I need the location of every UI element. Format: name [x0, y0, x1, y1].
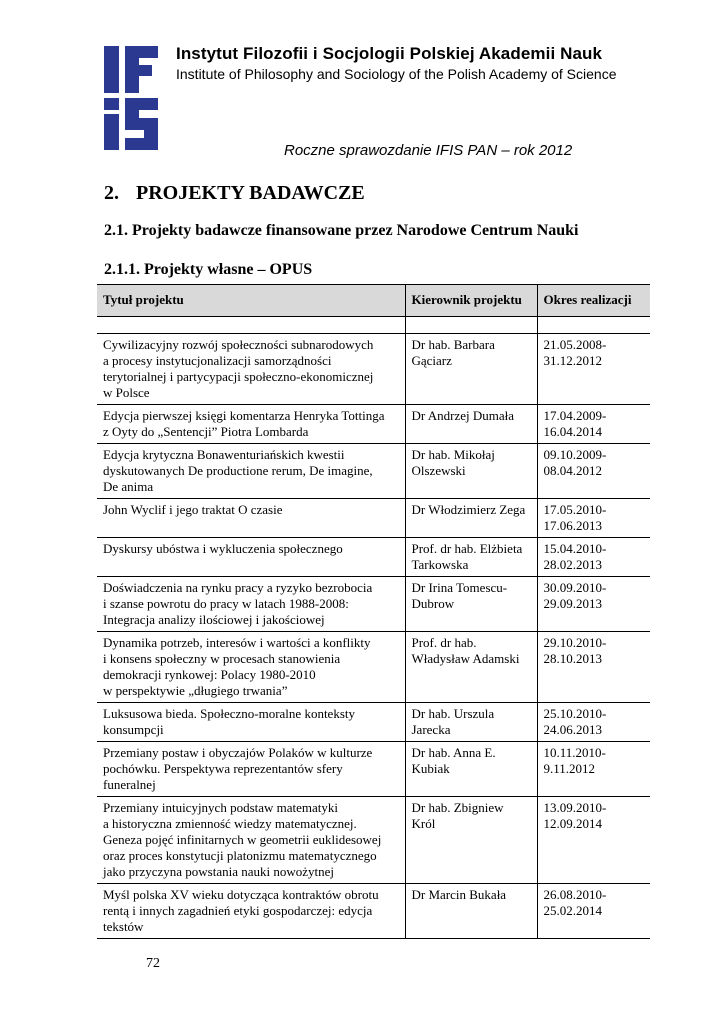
project-leader: Dr hab. Barbara Gąciarz: [405, 334, 537, 405]
table-row: [97, 797, 650, 884]
table-row: [97, 742, 650, 797]
project-leader: Prof. dr hab. Elżbieta Tarkowska: [405, 538, 537, 577]
institute-name-english: Institute of Philosophy and Sociology of the Polish Academy of Science: [176, 66, 617, 82]
project-leader: Dr hab. Zbigniew Król: [405, 797, 537, 884]
project-leader: Dr Włodzimierz Zega: [405, 499, 537, 538]
project-period: 30.09.2010- 29.09.2013: [537, 577, 650, 632]
project-period: 17.05.2010- 17.06.2013: [537, 499, 650, 538]
column-header-period: Okres realizacji: [537, 285, 650, 317]
table-spacer-row: [97, 317, 650, 334]
column-header-leader: Kierownik projektu: [405, 285, 537, 317]
table-row: [97, 444, 650, 499]
project-title: Cywilizacyjny rozwój społeczności subnarodowych a procesy instytucjonalizacji samorządności terytorialnej i partycypacji społeczno-ekonomicznej w Polsce: [97, 334, 405, 405]
page-number: 72: [146, 956, 160, 971]
ifis-logo-icon: [103, 44, 159, 152]
subsection-heading: 2.1. Projekty badawcze finansowane przez Narodowe Centrum Nauki: [104, 222, 579, 239]
project-title: Edycja pierwszej księgi komentarza Henryka Tottinga z Oyty do „Sentencji” Piotra Lombarda: [97, 405, 405, 444]
project-leader: Dr Irina Tomescu- Dubrow: [405, 577, 537, 632]
project-leader: Dr Andrzej Dumała: [405, 405, 537, 444]
project-title: Dyskursy ubóstwa i wykluczenia społecznego: [97, 538, 405, 577]
project-leader: Prof. dr hab. Władysław Adamski: [405, 632, 537, 703]
project-title: Przemiany intuicyjnych podstaw matematyki a historyczna zmienność wiedzy matematycznej. Geneza pojęć infinitarnych w geometrii euklidesowej oraz proces konstytucji platonizmu matematycznego jako przyczyna powstania nauki nowożytnej: [97, 797, 405, 884]
table-row: [97, 703, 650, 742]
project-leader: Dr hab. Urszula Jarecka: [405, 703, 537, 742]
project-period: 26.08.2010- 25.02.2014: [537, 884, 650, 939]
project-period: 09.10.2009- 08.04.2012: [537, 444, 650, 499]
project-title: Myśl polska XV wieku dotycząca kontraktów obrotu rentą i innych zagadnień etyki gospodarczej: edycja tekstów: [97, 884, 405, 939]
project-period: 29.10.2010- 28.10.2013: [537, 632, 650, 703]
institute-name: Instytut Filozofii i Socjologii Polskiej Akademii Nauk: [176, 44, 603, 63]
table-header-row: [97, 285, 650, 317]
table-row: [97, 334, 650, 405]
table-row: [97, 538, 650, 577]
project-period: 15.04.2010- 28.02.2013: [537, 538, 650, 577]
section-number: 2.: [104, 182, 119, 204]
project-title: Dynamika potrzeb, interesów i wartości a konflikty i konsens społeczny w procesach stanowienia demokracji rynkowej: Polacy 1980-2010 w perspektywie „długiego trwania”: [97, 632, 405, 703]
project-title: Doświadczenia na rynku pracy a ryzyko bezrobocia i szanse powrotu do pracy w latach 1988-2008: Integracja analizy ilościowej i jakościowej: [97, 577, 405, 632]
table-row: [97, 884, 650, 939]
project-period: 10.11.2010- 9.11.2012: [537, 742, 650, 797]
section-heading: [104, 182, 365, 205]
project-period: 21.05.2008- 31.12.2012: [537, 334, 650, 405]
project-leader: Dr hab. Anna E. Kubiak: [405, 742, 537, 797]
table-row: [97, 577, 650, 632]
table-row: [97, 499, 650, 538]
table-row: [97, 632, 650, 703]
projects-table: [97, 284, 650, 939]
project-period: 13.09.2010- 12.09.2014: [537, 797, 650, 884]
project-title: Luksusowa bieda. Społeczno-moralne konteksty konsumpcji: [97, 703, 405, 742]
project-period: 25.10.2010- 24.06.2013: [537, 703, 650, 742]
project-period: 17.04.2009- 16.04.2014: [537, 405, 650, 444]
project-title: John Wyclif i jego traktat O czasie: [97, 499, 405, 538]
project-title: Przemiany postaw i obyczajów Polaków w kulturze pochówku. Perspektywa reprezentantów sfery funeralnej: [97, 742, 405, 797]
project-leader: Dr hab. Mikołaj Olszewski: [405, 444, 537, 499]
column-header-title: Tytuł projektu: [97, 285, 405, 317]
project-title: Edycja krytyczna Bonawenturiańskich kwestii dyskutowanych De productione rerum, De imagine, De anima: [97, 444, 405, 499]
section-title: PROJEKTY BADAWCZE: [136, 182, 365, 204]
table-row: [97, 405, 650, 444]
subsubsection-heading: 2.1.1. Projekty własne – OPUS: [104, 261, 313, 278]
report-title: Roczne sprawozdanie IFIS PAN – rok 2012: [284, 142, 573, 159]
project-leader: Dr Marcin Bukała: [405, 884, 537, 939]
